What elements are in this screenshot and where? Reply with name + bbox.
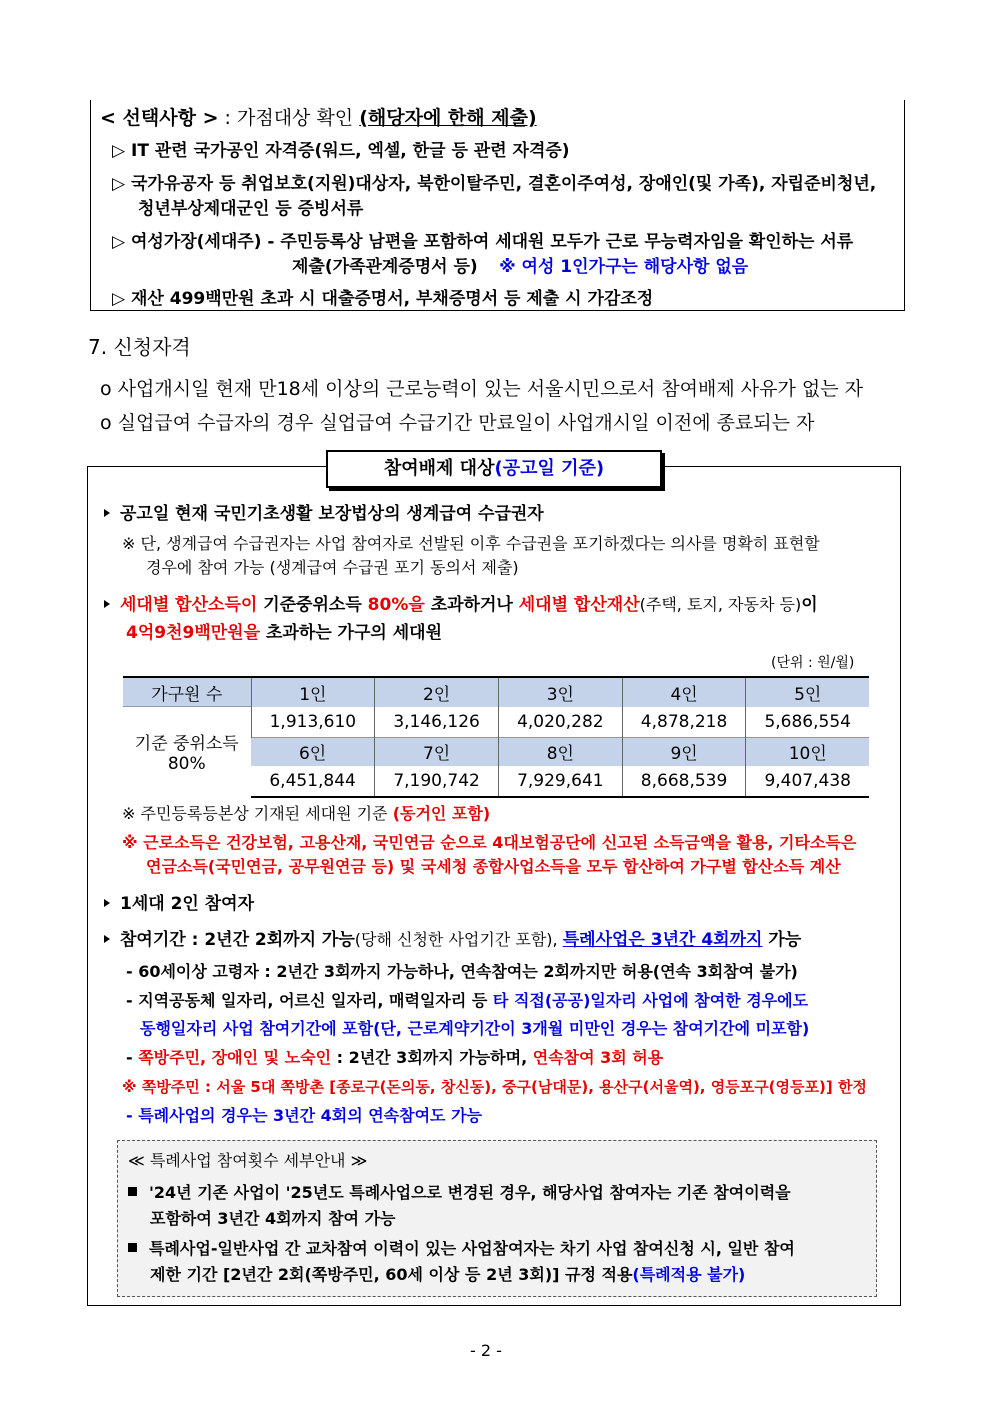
section-heading: 7. 신청자격 — [88, 335, 191, 359]
optional-item-female-head: ▷ 여성가장(세대주) - 주민등록상 남편을 포함하여 세대원 모두가 근로 무능력자임을 확인하는 서류 — [112, 232, 854, 252]
guide-item-cont: 포함하여 3년간 4회까지 참여 가능 — [150, 1209, 396, 1228]
detail-other-jobs-cont: 동행일자리 사업 참여기간에 포함(단, 근로계약기간이 3개월 미만인 경우는 참여기간에 미포함) — [140, 1019, 810, 1038]
triangle-bullet-icon — [104, 600, 110, 608]
income-calc-note: ※ 근로소득은 건강보험, 고용산재, 국민연금 순으로 4대보험공단에 신고된 소득금액을 활용, 기타소득은 — [122, 833, 857, 852]
livelihood-note: ※ 단, 생계급여 수급권자는 사업 참여자로 선발된 이후 수급권을 포기하겠다는 의사를 명확히 표현할 — [122, 534, 820, 553]
single-female-note: ※ 여성 1인가구는 해당사항 없음 — [499, 257, 749, 277]
detail-jjokbang-note: ※ 쪽방주민 : 서울 5대 쪽방촌 [종로구(돈의동, 창신동), 중구(남대문), 용산구(서울역), 영등포구(영등포)] 한정 — [122, 1078, 867, 1096]
detail-elderly: - 60세이상 고령자 : 2년간 3회까지 가능하나, 연속참여는 2회까지만 허용(연속 3회참여 불가) — [126, 962, 798, 981]
detail-special: - 특례사업의 경우는 3년간 4회의 연속참여도 가능 — [126, 1106, 482, 1125]
table-row-label: 기준 중위소득 80% — [123, 707, 251, 797]
square-bullet-icon — [128, 1243, 137, 1252]
detail-vulnerable: - 쪽방주민, 장애인 및 노숙인 : 2년간 3회까지 가능하며, 연속참여 3회 허용 — [126, 1048, 664, 1067]
special-guide-title: ≪ 특례사업 참여횟수 세부안내 ≫ — [128, 1151, 368, 1170]
bullet-one-household: 1세대 2인 참여자 — [104, 893, 254, 915]
square-bullet-icon — [128, 1187, 137, 1196]
optional-item-asset: ▷ 재산 499백만원 초과 시 대출증명서, 부채증명서 등 제출 시 가감조정 — [112, 289, 654, 309]
livelihood-note-cont: 경우에 참여 가능 (생계급여 수급권 포기 동의서 제출) — [146, 558, 519, 577]
detail-other-jobs: - 지역공동체 일자리, 어르신 일자리, 매력일자리 등 타 직접(공공)일자리 사업에 참여한 경우에도 — [126, 991, 809, 1010]
guide-item: '24년 기존 사업이 '25년도 특례사업으로 변경된 경우, 해당사업 참여자는 기존 참여이력을 — [128, 1182, 791, 1204]
triangle-bullet-icon — [104, 899, 110, 907]
exclusion-title: 참여배제 대상(공고일 기준) — [326, 450, 662, 488]
bullet-income-cont: 4억9천9백만원을 초과하는 가구의 세대원 — [126, 623, 443, 643]
triangle-bullet-icon — [104, 509, 110, 517]
guide-item-cont: 제한 기간 [2년간 2회(쪽방주민, 60세 이상 등 2년 3회)] 규정 적용(특례적용 불가) — [150, 1265, 746, 1284]
optional-item-veteran-cont: 청년부상제대군인 등 증빙서류 — [138, 199, 364, 219]
optional-item-veteran: ▷ 국가유공자 등 취업보호(지원)대상자, 북한이탈주민, 결혼이주여성, 장애인(및 가족), 자립준비청년, — [112, 174, 877, 194]
income-calc-note-cont: 연금소득(국민연금, 공무원연금 등) 및 국세청 종합사업소득을 모두 합산하여 가구별 합산소득 계산 — [146, 857, 841, 876]
unit-label: (단위 : 원/월) — [771, 655, 855, 671]
exclusion-title-note: (공고일 기준) — [494, 458, 605, 479]
optional-title-note: (해당자에 한해 제출) — [359, 107, 537, 129]
table-header-row: 6인 7인 8인 9인 10인 — [123, 737, 869, 766]
household-note: ※ 주민등록등본상 기재된 세대원 기준 (동거인 포함) — [122, 804, 491, 823]
optional-title-line — [100, 106, 537, 130]
optional-item-female-head-cont: 제출(가족관계증명서 등) ※ 여성 1인가구는 해당사항 없음 — [292, 257, 749, 277]
bullet-livelihood: 공고일 현재 국민기초생활 보장법상의 생계급여 수급권자 — [104, 503, 544, 525]
guide-item: 특례사업-일반사업 간 교차참여 이력이 있는 사업참여자는 차기 사업 참여신청 시, 일반 참여 — [128, 1238, 795, 1260]
table-row: 기준 중위소득 80% 1,913,610 3,146,126 4,020,282 4,878,218 5,686,554 — [123, 707, 869, 738]
triangle-bullet-icon — [104, 935, 110, 943]
qualification-item: o 사업개시일 현재 만18세 이상의 근로능력이 있는 서울시민으로서 참여배제 사유가 없는 자 — [100, 378, 863, 400]
table-header-label: 가구원 수 — [123, 677, 251, 707]
table-row: 6,451,844 7,190,742 7,929,641 8,668,539 9,407,438 — [123, 766, 869, 797]
table-header-row: 가구원 수 1인 2인 3인 4인 5인 — [123, 677, 869, 707]
bullet-income: 세대별 합산소득이 기준중위소득 80%을 초과하거나 세대별 합산재산(주택, 토지, 자동차 등)이 — [104, 594, 818, 616]
optional-item-it: ▷ IT 관련 국가공인 자격증(워드, 엑셀, 한글 등 관련 자격증) — [112, 141, 570, 161]
optional-title: < 선택사항 > — [100, 107, 219, 129]
median-income-table — [123, 676, 869, 798]
page-number: - 2 - — [470, 1341, 502, 1360]
bullet-period: 참여기간 : 2년간 2회까지 가능(당해 신청한 사업기간 포함), 특례사업은 3년간 4회까지 가능 — [104, 929, 801, 951]
optional-title-rest: : 가점대상 확인 — [224, 107, 354, 129]
qualification-item: o 실업급여 수급자의 경우 실업급여 수급기간 만료일이 사업개시일 이전에 종료되는 자 — [100, 412, 815, 434]
